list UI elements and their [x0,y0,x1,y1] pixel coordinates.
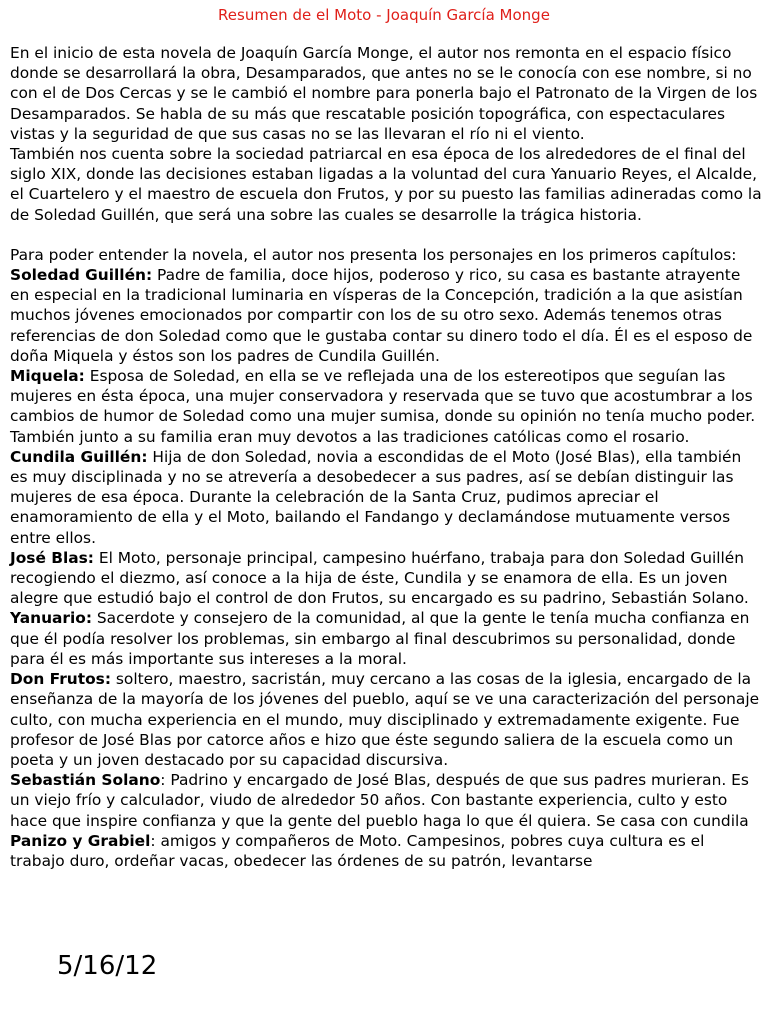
character-name: Panizo y Grabiel [10,831,151,850]
document-title: Resumen de el Moto - Joaquín García Monge [218,6,550,24]
character-name: Don Frutos: [10,670,111,689]
character-entry-yanuario [10,608,762,669]
intro-paragraph-1: En el inicio de esta novela de Joaquín García Monge, el autor nos remonta en el espacio físico donde se desarrollará la obra, Desamparados, que antes no se le conocía con ese nombre, si no con el de Dos Cercas y se le cambió el nombre para ponerla bajo el Patronato de la Virgen de los Desamparados. Se habla de su más que rescatable posición topográfica, con espectaculares vistas y la seguridad de que sus casas no se las llevaran el río ni el viento. [10,44,758,143]
character-entry-miquela [10,366,762,447]
character-name: Cundila Guillén: [10,447,148,466]
character-description: El Moto, personaje principal, campesino huérfano, trabaja para don Soledad Guillén recogiendo el diezmo, así conoce a la hija de éste, Cundila y se enamora de ella. Es un joven alegre que estudió bajo el control de don Frutos, su encargado es su padrino, Sebastián Solano. [10,548,749,608]
character-name: Miquela: [10,367,85,386]
paragraph-gap [10,225,762,245]
character-entry-jose-blas [10,548,762,609]
character-name: José Blas: [10,548,94,567]
character-entry-soledad [10,265,762,366]
character-description: Sacerdote y consejero de la comunidad, al que la gente le tenía mucha confianza en que él podía resolver los problemas, sin embargo al final descubrimos su personalidad, donde para él es más importante sus intereses a la moral. [10,609,750,668]
character-description: soltero, maestro, sacristán, muy cercano a las cosas de la iglesia, encargado de la enseñanza de la mayoría de los jóvenes del pueblo, aquí se ve una caracterización del personaje culto, con mucha experiencia en el mundo, muy disciplinado y extremadamente exigente. Fue profesor de José Blas por catorce años e hizo que éste segundo saliera de la escuela como un poeta y un joven destacado por su capacidad discursiva. [10,670,760,769]
character-entry-cundila [10,447,762,548]
character-description: : amigos y compañeros de Moto. Campesinos, pobres cuya cultura es el trabajo duro, ordeñar vacas, obedecer las órdenes de su patrón, levantarse [10,831,705,870]
character-name: Soledad Guillén: [10,266,153,285]
document-body [10,43,762,871]
character-description: : Padrino y encargado de José Blas, después de que sus padres murieran. Es un viejo frío y calculador, viudo de alrededor 50 años. Con bastante experiencia, culto y esto hace que inspire confianza y que la gente del pueblo haga lo que él quiera. Se casa con cundila [10,771,749,830]
character-entry-panizo-grabiel [10,831,762,871]
character-name: Yanuario: [10,609,93,628]
character-description: Esposa de Soledad, en ella se ve reflejada una de los estereotipos que seguían las mujeres en ésta época, una mujer conservadora y reservada que se tuvo que acostumbrar a los cambios de humor de Soledad como una mujer sumisa, donde su opinión no tenía mucho poder. También junto a su familia eran muy devotos a las tradiciones católicas como el rosario. [10,367,756,446]
character-description: Padre de familia, doce hijos, poderoso y rico, su casa es bastante atrayente en especial en la tradicional luminaria en vísperas de la Concepción, tradición a la que asistían muchos jóvenes emocionados por compartir con los de su otro sexo. Además tenemos otras referencias de don Soledad como que le gustaba contar su dinero todo el día. Él es el esposo de doña Miquela y éstos son los padres de Cundila Guillén. [10,266,753,365]
character-name: Sebastián Solano [10,771,161,790]
page-date-stamp: 5/16/12 [57,951,158,981]
character-description: Hija de don Soledad, novia a escondidas de el Moto (José Blas), ella también es muy disciplinada y no se atrevería a desobedecer a sus padres, así se debían distinguir las mujeres de esa época. Durante la celebración de la Santa Cruz, pudimos apreciar el enamoramiento de ella y el Moto, bailando el Fandango y declamándose mutuamente versos entre ellos. [10,447,742,547]
character-entry-sebastian [10,770,762,831]
characters-intro: Para poder entender la novela, el autor nos presenta los personajes en los primeros capítulos: [10,245,737,264]
character-entry-don-frutos [10,669,762,770]
intro-paragraph-2: También nos cuenta sobre la sociedad patriarcal en esa época de los alrededores de el final del siglo XIX, donde las decisiones estaban ligadas a la voluntad del cura Yanuario Reyes, el Alcalde, el Cuartelero y el maestro de escuela don Frutos, y por su puesto las familias adineradas como la de Soledad Guillén, que será una sobre las cuales se desarrolle la trágica historia. [10,145,762,224]
